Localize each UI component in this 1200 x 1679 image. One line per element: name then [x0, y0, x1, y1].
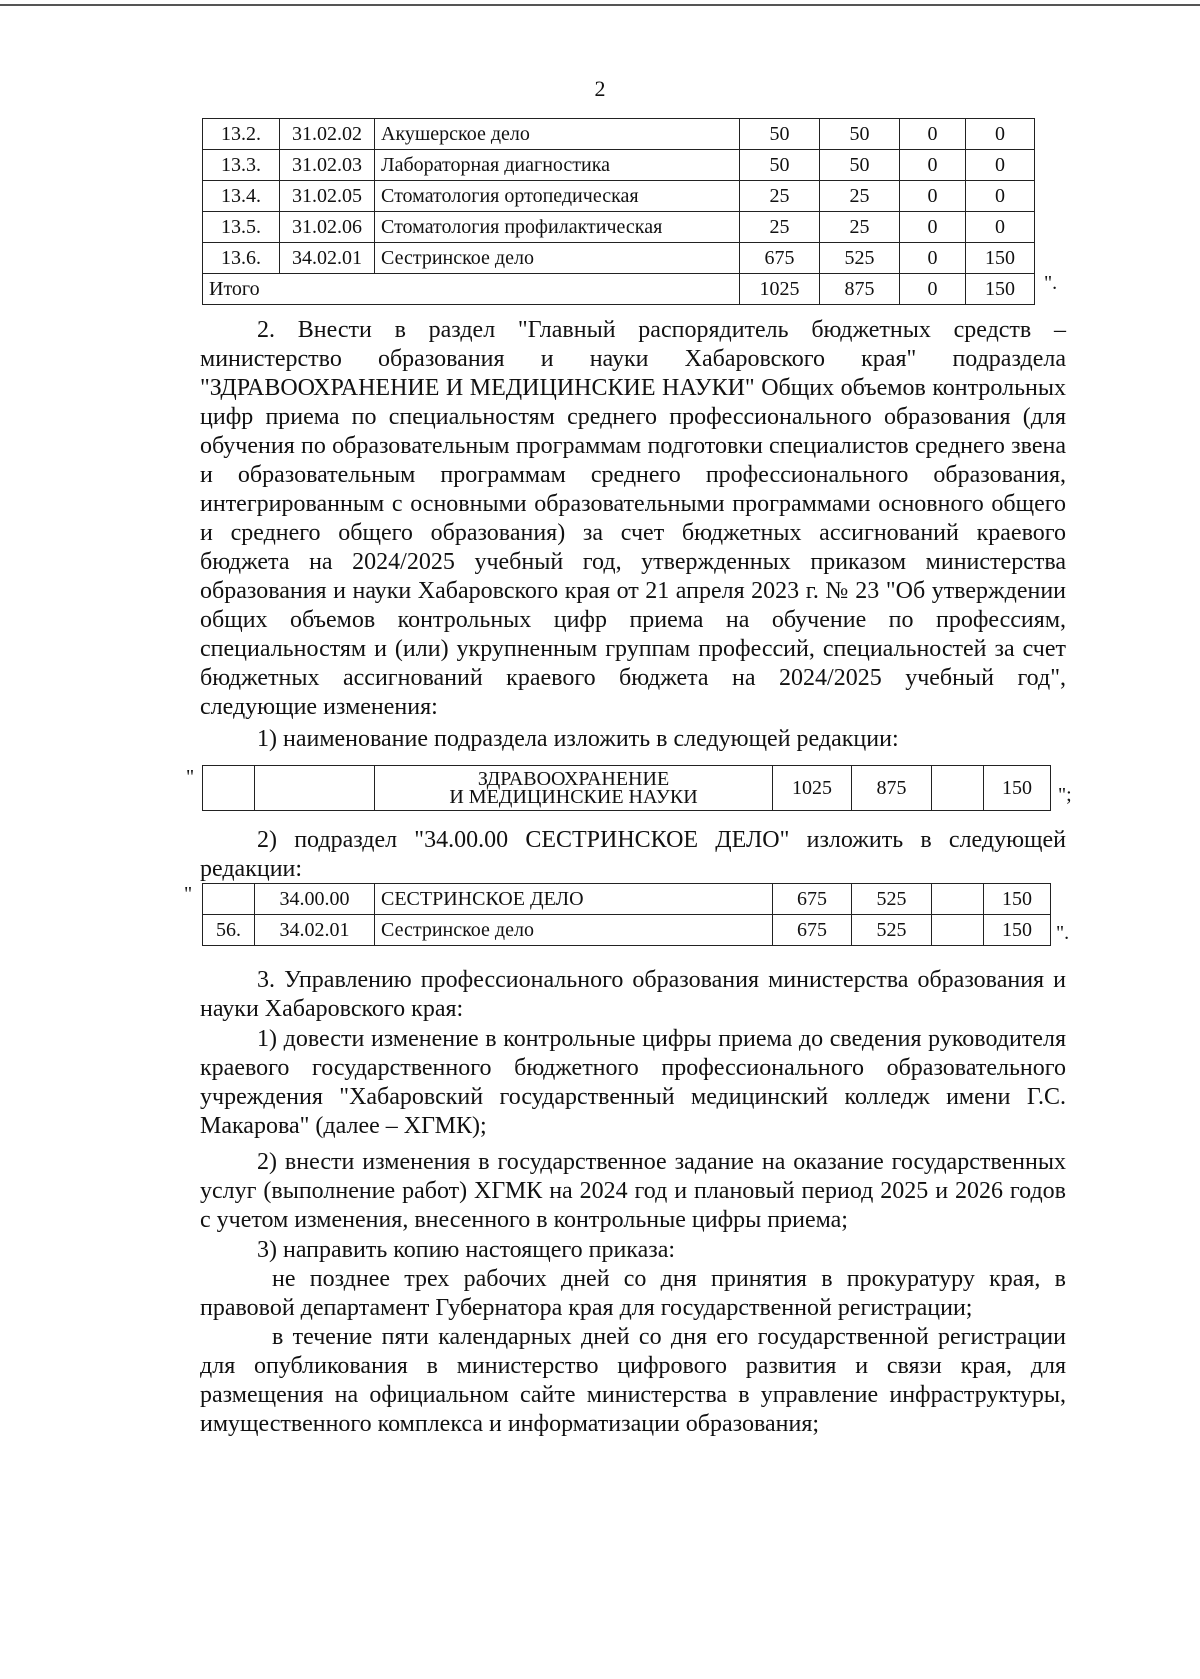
paragraph-3-item-2: 2) внести изменения в государственное задание на оказание государственных услуг (выполнение работ) ХГМК на 2024 год и плановый период 2025 и 2026 годов с учетом изменения, внесенного в контрольные цифры приема; — [200, 1149, 1066, 1233]
table-continuation — [202, 118, 1035, 305]
table-row: 13.3. 31.02.03 Лабораторная диагностика 50 50 0 0 — [203, 150, 1035, 181]
table-nursing-subsection — [202, 883, 1051, 946]
paragraph-2-item-2: 2) подраздел "34.00.00 СЕСТРИНСКОЕ ДЕЛО" изложить в следующей редакции: — [200, 827, 1066, 882]
subsection-name: ЗДРАВООХРАНЕНИЕ И МЕДИЦИНСКИЕ НАУКИ — [375, 766, 773, 811]
page-number: 2 — [594, 76, 606, 101]
closing-quote: "; — [1058, 784, 1072, 806]
table-row: 34.00.00 СЕСТРИНСКОЕ ДЕЛО 675 525 150 — [203, 884, 1051, 915]
top-border-line — [0, 4, 1200, 6]
table-row: 13.6. 34.02.01 Сестринское дело 675 525 0 150 — [203, 243, 1035, 274]
paragraph-3-item-1: 1) довести изменение в контрольные цифры приема до сведения руководителя краевого государственного бюджетного профессионального образовательного учреждения "Хабаровский государственный медицинский колледж имени Г.С. Макарова" (далее – ХГМК); — [200, 1026, 1066, 1139]
paragraph-3-item-3b: в течение пяти календарных дней со дня его государственной регистрации для опубликования в министерство цифрового развития и связи края, для размещения на официальном сайте министерства в управление инфраструктуры, имущественного комплекса и информатизации образования; — [200, 1324, 1066, 1437]
table-row: 13.5. 31.02.06 Стоматология профилактическая 25 25 0 0 — [203, 212, 1035, 243]
closing-quote: ". — [1044, 272, 1058, 294]
table-row: 56. 34.02.01 Сестринское дело 675 525 150 — [203, 915, 1051, 946]
opening-quote: " — [186, 766, 195, 788]
table-row: ЗДРАВООХРАНЕНИЕ И МЕДИЦИНСКИЕ НАУКИ 1025 875 150 — [203, 766, 1051, 811]
paragraph-2: 2. Внести в раздел "Главный распорядитель бюджетных средств – министерство образования и науки Хабаровского края" подраздела "ЗДРАВООХРАНЕНИЕ И МЕДИЦИНСКИЕ НАУКИ" Общих объемов контрольных цифр приема по специальностям среднего профессионального образования (для обучения по образовательным программам подготовки специалистов среднего звена и образовательным программам среднего профессионального образования, интегрированным с основными образовательными программами основного общего и среднего общего образования) за счет бюджетных ассигнований краевого бюджета на 2024/2025 учебный год, утвержденных приказом министерства образования и науки Хабаровского края от 21 апреля 2023 г. № 23 "Об утверждении общих объемов контрольных цифр приема на обучение по профессиям, специальностям и (или) укрупненным группам профессий, специальностей за счет бюджетных ассигнований краевого бюджета на 2024/2025 учебный год", следующие изменения: — [200, 317, 1066, 720]
table-total-row: Итого 1025 875 0 150 — [203, 274, 1035, 305]
total-label: Итого — [203, 274, 740, 305]
closing-quote: ". — [1056, 922, 1070, 944]
paragraph-3-item-3: 3) направить копию настоящего приказа: — [257, 1237, 676, 1263]
table-subsection-name — [202, 765, 1051, 811]
paragraph-2-item-1: 1) наименование подраздела изложить в следующей редакции: — [257, 726, 899, 752]
paragraph-3-item-3a: не позднее трех рабочих дней со дня принятия в прокуратуру края, в правовой департамент Губернатора края для государственной регистрации; — [200, 1266, 1066, 1321]
table-row: 13.4. 31.02.05 Стоматология ортопедическая 25 25 0 0 — [203, 181, 1035, 212]
paragraph-3: 3. Управлению профессионального образования министерства образования и науки Хабаровского края: — [200, 967, 1066, 1022]
table-row: 13.2. 31.02.02 Акушерское дело 50 50 0 0 — [203, 119, 1035, 150]
opening-quote: " — [184, 883, 193, 905]
